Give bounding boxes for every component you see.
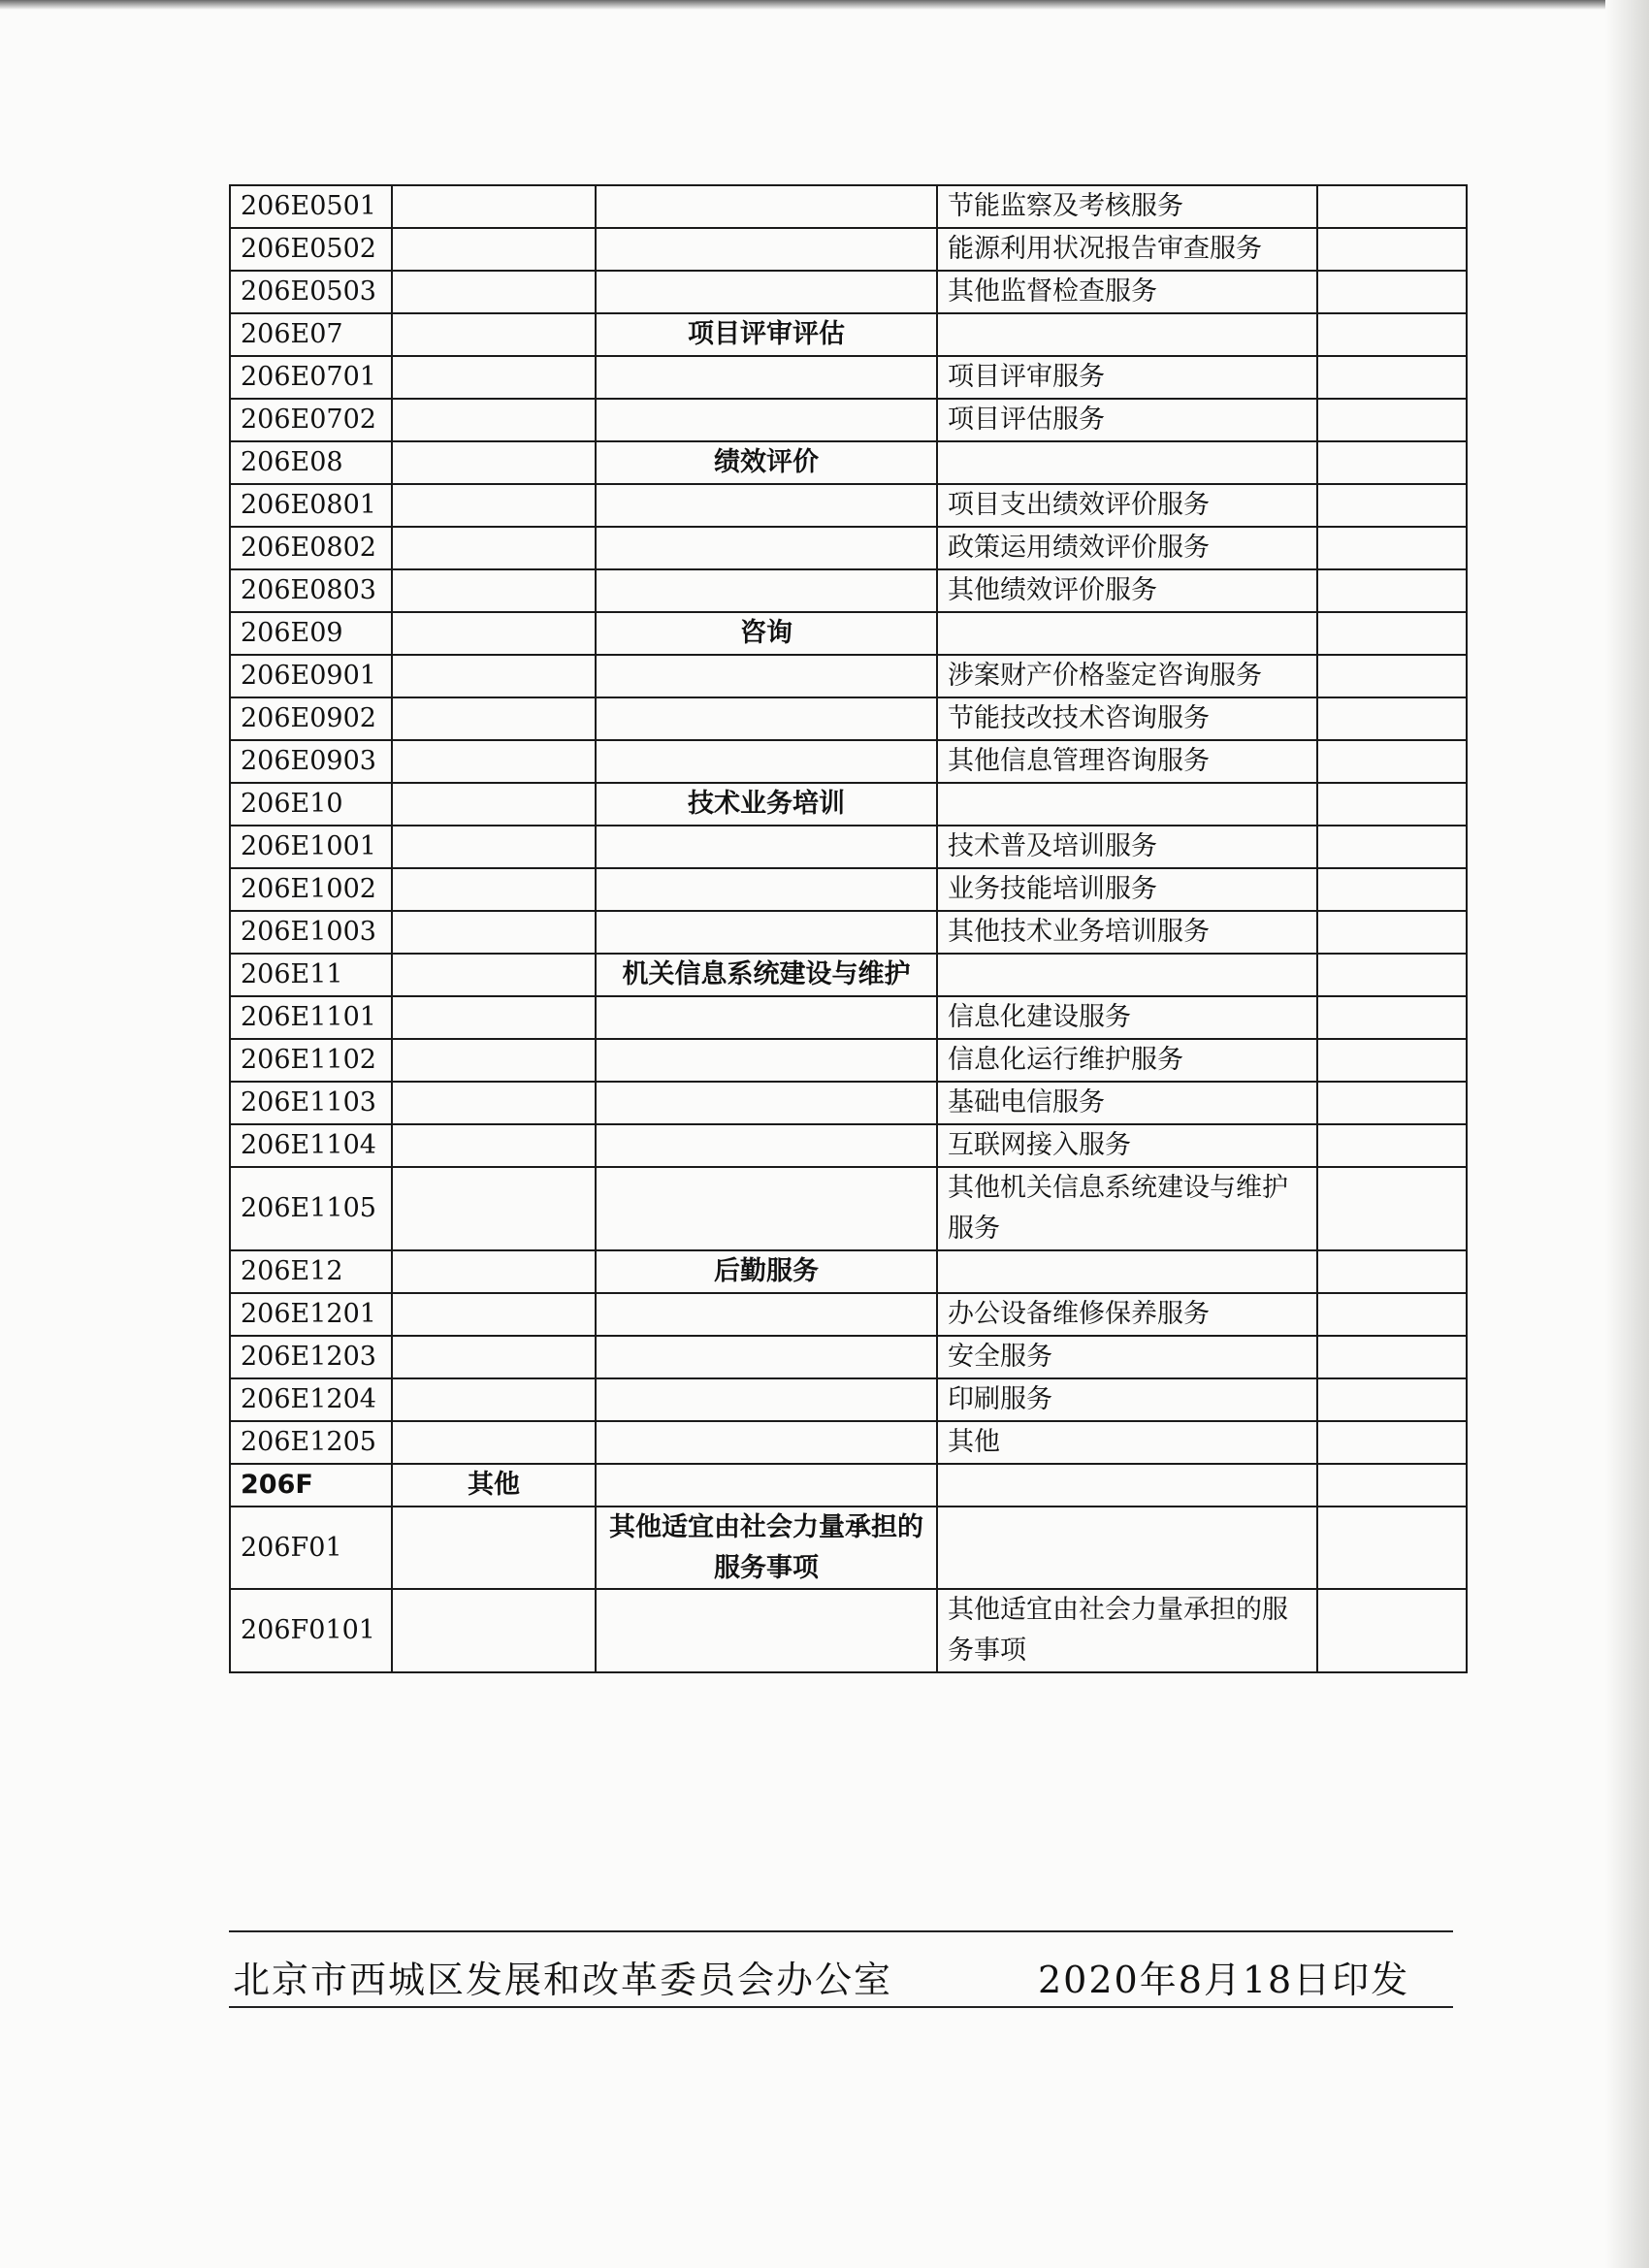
row-code: 206E1101 [230, 996, 392, 1039]
table-row [230, 1378, 1467, 1421]
row-level2: 项目评审评估 [596, 313, 937, 356]
table-row [230, 1507, 1467, 1590]
row-remarks [1317, 356, 1467, 399]
row-level2 [596, 1421, 937, 1464]
row-level1 [392, 527, 596, 569]
row-level1 [392, 1250, 596, 1293]
row-remarks [1317, 313, 1467, 356]
row-code: 206E0803 [230, 569, 392, 612]
row-level3: 技术普及培训服务 [937, 826, 1317, 868]
row-remarks [1317, 1421, 1467, 1464]
row-level2: 后勤服务 [596, 1250, 937, 1293]
row-level3: 基础电信服务 [937, 1082, 1317, 1124]
row-level3: 其他适宜由社会力量承担的服务事项 [937, 1589, 1317, 1672]
row-level2 [596, 1124, 937, 1167]
table-row [230, 1421, 1467, 1464]
row-remarks [1317, 740, 1467, 783]
table-row [230, 1124, 1467, 1167]
row-remarks [1317, 228, 1467, 271]
row-level1 [392, 996, 596, 1039]
row-level1 [392, 185, 596, 228]
row-level3 [937, 1464, 1317, 1507]
row-level3 [937, 313, 1317, 356]
row-level2 [596, 697, 937, 740]
row-level2 [596, 569, 937, 612]
row-level3: 信息化运行维护服务 [937, 1039, 1317, 1082]
row-remarks [1317, 1167, 1467, 1250]
row-level1 [392, 1589, 596, 1672]
table-row [230, 313, 1467, 356]
row-remarks [1317, 185, 1467, 228]
row-level1 [392, 1082, 596, 1124]
row-remarks [1317, 484, 1467, 527]
row-level3: 其他监督检查服务 [937, 271, 1317, 313]
row-level3: 其他信息管理咨询服务 [937, 740, 1317, 783]
row-level1 [392, 954, 596, 996]
row-level2 [596, 655, 937, 697]
row-remarks [1317, 399, 1467, 441]
row-code: 206E09 [230, 612, 392, 655]
row-remarks [1317, 697, 1467, 740]
table-row [230, 185, 1467, 228]
row-level2: 机关信息系统建设与维护 [596, 954, 937, 996]
table-row [230, 1293, 1467, 1336]
row-level1 [392, 1167, 596, 1250]
row-level3: 涉案财产价格鉴定咨询服务 [937, 655, 1317, 697]
table-row [230, 996, 1467, 1039]
row-level1 [392, 399, 596, 441]
row-level3: 安全服务 [937, 1336, 1317, 1378]
table-row [230, 1082, 1467, 1124]
row-level3 [937, 1507, 1317, 1590]
table-row [230, 441, 1467, 484]
row-level3: 其他技术业务培训服务 [937, 911, 1317, 954]
row-remarks [1317, 1039, 1467, 1082]
row-level2 [596, 1336, 937, 1378]
issuance-footer [233, 1950, 1453, 2001]
row-remarks [1317, 783, 1467, 826]
row-code: 206E0801 [230, 484, 392, 527]
row-level2 [596, 996, 937, 1039]
row-code: 206E0802 [230, 527, 392, 569]
scan-edge-right [1605, 0, 1649, 2268]
row-level2 [596, 1293, 937, 1336]
row-level1 [392, 655, 596, 697]
row-level1 [392, 740, 596, 783]
row-level1 [392, 826, 596, 868]
row-level2 [596, 1464, 937, 1507]
row-level1 [392, 612, 596, 655]
row-level2 [596, 911, 937, 954]
table-row [230, 569, 1467, 612]
row-code: 206E1103 [230, 1082, 392, 1124]
row-level2 [596, 228, 937, 271]
row-level3: 其他绩效评价服务 [937, 569, 1317, 612]
table-row [230, 740, 1467, 783]
row-remarks [1317, 441, 1467, 484]
row-level3: 节能技改技术咨询服务 [937, 697, 1317, 740]
row-level2: 咨询 [596, 612, 937, 655]
table-row [230, 783, 1467, 826]
row-level1 [392, 356, 596, 399]
table-row [230, 826, 1467, 868]
row-remarks [1317, 1336, 1467, 1378]
row-code: 206E07 [230, 313, 392, 356]
row-remarks [1317, 569, 1467, 612]
row-level2 [596, 484, 937, 527]
row-code: 206E1003 [230, 911, 392, 954]
row-code: 206F [230, 1464, 392, 1507]
row-level1 [392, 1039, 596, 1082]
row-level1: 其他 [392, 1464, 596, 1507]
row-code: 206E1105 [230, 1167, 392, 1250]
row-level2: 绩效评价 [596, 441, 937, 484]
row-level3: 业务技能培训服务 [937, 868, 1317, 911]
row-level3: 项目支出绩效评价服务 [937, 484, 1317, 527]
row-code: 206E0701 [230, 356, 392, 399]
row-level2 [596, 1082, 937, 1124]
row-remarks [1317, 911, 1467, 954]
row-code: 206E1201 [230, 1293, 392, 1336]
row-remarks [1317, 1250, 1467, 1293]
row-remarks [1317, 996, 1467, 1039]
row-code: 206E0501 [230, 185, 392, 228]
row-code: 206E0902 [230, 697, 392, 740]
row-remarks [1317, 868, 1467, 911]
table-row [230, 1464, 1467, 1507]
table-row [230, 356, 1467, 399]
row-level3: 政策运用绩效评价服务 [937, 527, 1317, 569]
row-remarks [1317, 826, 1467, 868]
table-row [230, 228, 1467, 271]
row-level1 [392, 313, 596, 356]
row-level3: 其他 [937, 1421, 1317, 1464]
row-code: 206E1203 [230, 1336, 392, 1378]
row-level3 [937, 612, 1317, 655]
row-level2 [596, 527, 937, 569]
row-level3: 项目评审服务 [937, 356, 1317, 399]
row-level3 [937, 1250, 1317, 1293]
row-code: 206E11 [230, 954, 392, 996]
footer-bottom-rule [229, 2006, 1453, 2008]
row-level1 [392, 1378, 596, 1421]
row-code: 206E1204 [230, 1378, 392, 1421]
row-remarks [1317, 1124, 1467, 1167]
row-level1 [392, 271, 596, 313]
row-level2 [596, 1039, 937, 1082]
row-remarks [1317, 527, 1467, 569]
service-catalog-table [229, 184, 1468, 1673]
table-row [230, 271, 1467, 313]
row-remarks [1317, 1464, 1467, 1507]
table-row [230, 911, 1467, 954]
row-code: 206E12 [230, 1250, 392, 1293]
row-level2 [596, 1378, 937, 1421]
table-row [230, 527, 1467, 569]
table-row [230, 868, 1467, 911]
issuer-name: 北京市西城区发展和改革委员会办公室 [233, 1959, 893, 2001]
row-level3: 项目评估服务 [937, 399, 1317, 441]
row-code: 206E1102 [230, 1039, 392, 1082]
row-level2 [596, 356, 937, 399]
table-row [230, 1589, 1467, 1672]
row-remarks [1317, 1507, 1467, 1590]
row-code: 206E10 [230, 783, 392, 826]
row-remarks [1317, 612, 1467, 655]
row-level3 [937, 783, 1317, 826]
row-code: 206E0901 [230, 655, 392, 697]
row-level3: 信息化建设服务 [937, 996, 1317, 1039]
row-level1 [392, 1124, 596, 1167]
row-level2: 技术业务培训 [596, 783, 937, 826]
row-level1 [392, 228, 596, 271]
row-level3: 节能监察及考核服务 [937, 185, 1317, 228]
row-remarks [1317, 954, 1467, 996]
row-level2 [596, 185, 937, 228]
row-level2 [596, 826, 937, 868]
row-level1 [392, 1336, 596, 1378]
row-code: 206E0903 [230, 740, 392, 783]
row-code: 206E0502 [230, 228, 392, 271]
row-level2: 其他适宜由社会力量承担的服务事项 [596, 1507, 937, 1590]
row-level1 [392, 569, 596, 612]
row-level2 [596, 1589, 937, 1672]
row-level2 [596, 399, 937, 441]
row-level1 [392, 783, 596, 826]
table-row [230, 954, 1467, 996]
row-level3: 办公设备维修保养服务 [937, 1293, 1317, 1336]
table-row [230, 697, 1467, 740]
row-remarks [1317, 655, 1467, 697]
row-code: 206F01 [230, 1507, 392, 1590]
row-level3: 能源利用状况报告审查服务 [937, 228, 1317, 271]
row-level3 [937, 441, 1317, 484]
row-remarks [1317, 1378, 1467, 1421]
row-remarks [1317, 1082, 1467, 1124]
table-row [230, 484, 1467, 527]
row-code: 206E08 [230, 441, 392, 484]
row-level3: 其他机关信息系统建设与维护服务 [937, 1167, 1317, 1250]
row-code: 206E1104 [230, 1124, 392, 1167]
row-level1 [392, 1507, 596, 1590]
scan-edge-top [0, 0, 1649, 10]
table-row [230, 399, 1467, 441]
table-row [230, 612, 1467, 655]
row-level1 [392, 484, 596, 527]
row-level2 [596, 1167, 937, 1250]
row-level1 [392, 441, 596, 484]
row-level2 [596, 868, 937, 911]
table-row [230, 655, 1467, 697]
row-code: 206E1205 [230, 1421, 392, 1464]
row-level1 [392, 1293, 596, 1336]
row-code: 206E0503 [230, 271, 392, 313]
row-remarks [1317, 1293, 1467, 1336]
row-code: 206F0101 [230, 1589, 392, 1672]
row-level2 [596, 271, 937, 313]
row-remarks [1317, 1589, 1467, 1672]
row-code: 206E1002 [230, 868, 392, 911]
row-code: 206E1001 [230, 826, 392, 868]
table-row [230, 1336, 1467, 1378]
row-level2 [596, 740, 937, 783]
table-row [230, 1250, 1467, 1293]
row-level3: 印刷服务 [937, 1378, 1317, 1421]
row-level3 [937, 954, 1317, 996]
table-row [230, 1167, 1467, 1250]
row-remarks [1317, 271, 1467, 313]
row-level3: 互联网接入服务 [937, 1124, 1317, 1167]
row-level1 [392, 1421, 596, 1464]
footer-top-rule [229, 1930, 1453, 1932]
row-level1 [392, 911, 596, 954]
row-code: 206E0702 [230, 399, 392, 441]
issue-date: 2020年8月18日印发 [1038, 1959, 1410, 2001]
table-row [230, 1039, 1467, 1082]
row-level1 [392, 697, 596, 740]
row-level1 [392, 868, 596, 911]
